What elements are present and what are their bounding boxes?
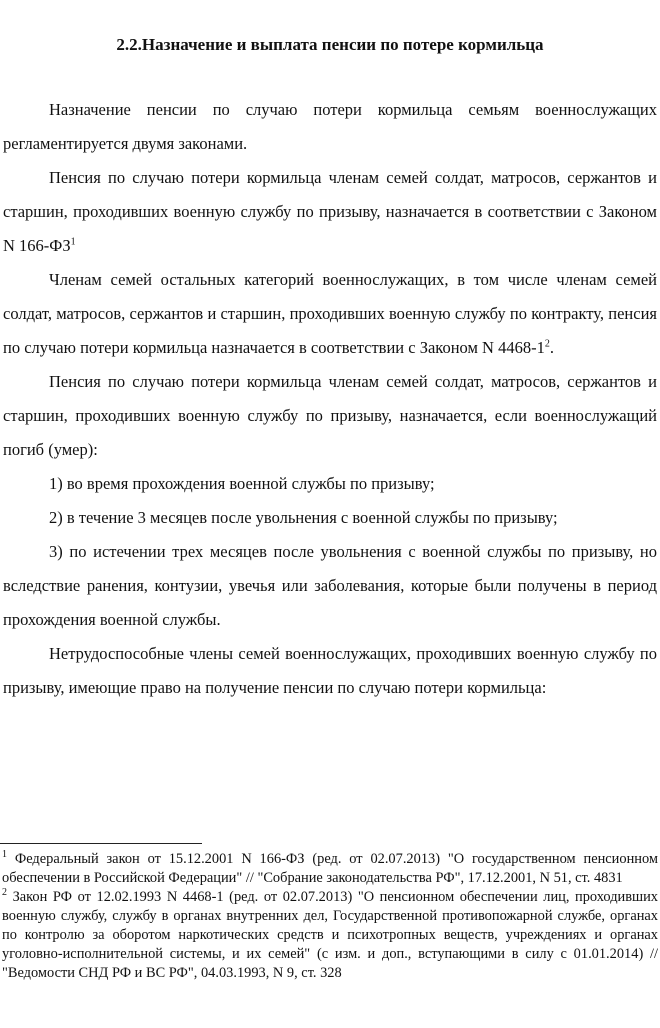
paragraph-2 [3, 161, 657, 263]
paragraph-text: 2) в течение 3 месяцев после увольнения с военной службы по призыву; [49, 508, 558, 527]
footnote-1 [2, 850, 658, 888]
paragraph-1 [3, 93, 657, 161]
paragraph-text: 3) по истечении трех месяцев после увольнения с военной службы по призыву, но вследствие ранения, контузии, увечья или заболевания, которые были получены в период прохождения военной службы. [3, 542, 657, 629]
paragraph-text: Назначение пенсии по случаю потери кормильца семьям военнослужащих регламентируется двумя законами. [3, 100, 657, 153]
footnote-text: Закон РФ от 12.02.1993 N 4468-1 (ред. от 02.07.2013) "О пенсионном обеспечении лиц, проходивших военную службу, службу в органах внутренних дел, Государственной противопожарной службе, органах по контролю за оборотом наркотических средств и психотропных веществ, учреждениях и органах уголовно-исполнительной системы, и их семей" (с изм. и доп., вступающими в силу с 01.01.2014) // "Ведомости СНД РФ и ВС РФ", 04.03.1993, N 9, ст. 328 [2, 889, 658, 981]
section-heading: 2.2.Назначение и выплата пенсии по потере кормильца [116, 35, 544, 54]
list-item-3 [3, 535, 657, 637]
paragraph-text: Пенсия по случаю потери кормильца членам семей солдат, матросов, сержантов и старшин, проходивших военную службу по призыву, назначается в соответствии с Законом N 166-ФЗ [3, 168, 657, 255]
footnote-2 [2, 888, 658, 983]
footnote-ref-1[interactable]: 1 [70, 236, 76, 248]
paragraph-end: . [549, 338, 554, 357]
list-item-2 [3, 501, 657, 535]
paragraph-5 [3, 637, 657, 705]
paragraph-text: 1) во время прохождения военной службы по призыву; [49, 474, 435, 493]
footnote-separator [0, 843, 202, 844]
list-item-1 [3, 467, 657, 501]
body-text [3, 93, 657, 705]
paragraph-text: Членам семей остальных категорий военнослужащих, в том числе членам семей солдат, матросов, сержантов и старшин, проходивших военную службу по контракту, пенсия по случаю потери кормильца назначается в соответствии с Законом N 4468-1 [3, 270, 657, 357]
footnote-mark: 2 [2, 887, 7, 899]
paragraph-4 [3, 365, 657, 467]
paragraph-3 [3, 263, 657, 365]
paragraph-text: Нетрудоспособные члены семей военнослужащих, проходивших военную службу по призыву, имеющие право на получение пенсии по случаю потери кормильца: [3, 644, 657, 697]
footnote-ref-2[interactable]: 2 [544, 338, 550, 350]
footnotes [2, 850, 658, 983]
paragraph-text: Пенсия по случаю потери кормильца членам семей солдат, матросов, сержантов и старшин, проходивших военную службу по призыву, назначается, если военнослужащий погиб (умер): [3, 372, 657, 459]
footnote-mark: 1 [2, 849, 7, 861]
footnote-text: Федеральный закон от 15.12.2001 N 166-ФЗ (ред. от 02.07.2013) "О государственном пенсионном обеспечении в Российской Федерации" // "Собрание законодательства РФ", 17.12.2001, N 51, ст. 4831 [2, 851, 658, 886]
